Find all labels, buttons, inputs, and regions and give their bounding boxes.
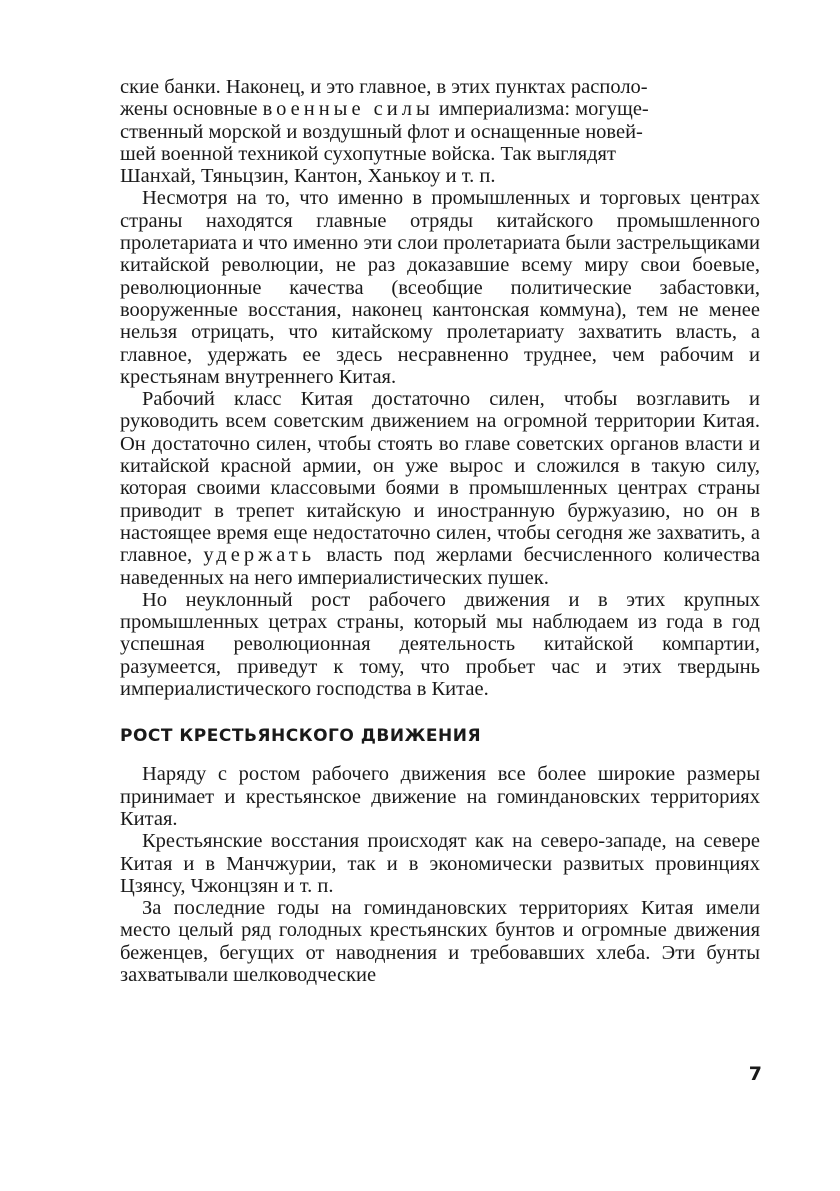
- emphasis-spaced-military-forces: военные силы: [262, 98, 434, 121]
- paragraph-1-line-2a: жены основные: [120, 98, 263, 121]
- paragraph-5: Наряду с ростом рабочего движения все более широкие размеры принимает и крестьянское движение на гоминдановских территориях Китая.: [120, 763, 760, 830]
- section-heading: РОСТ КРЕСТЬЯНСКОГО ДВИЖЕНИЯ: [120, 726, 482, 747]
- paragraph-1-line-3: ственный морской и воздушный флот и оснащенные новей-: [120, 120, 643, 143]
- page-body: [120, 76, 760, 986]
- paragraph-4: Но неуклонный рост рабочего движения и в этих крупных промышленных цетрах страны, который мы наблюдаем из года в год успешная революционная деятельность китайской компартии, разумеется, приведут к тому, что пробьет час и этих твердынь империалистического господства в Китае.: [120, 588, 760, 701]
- emphasis-spaced-hold: удержать: [203, 544, 316, 567]
- paragraph-1-line-1: ские банки. Наконец, и это главное, в этих пунктах располо-: [120, 76, 648, 98]
- paragraph-2: Несмотря на то, что именно в промышленных и торговых центрах страны находятся главные отряды китайского промышленного пролетариата и что именно эти слои пролетариата были застрельщиками китайской революции, не раз доказавшие всему миру свои боевые, революционные качества (всеобщие политические забастовки, вооруженные восстания, наконец кантонская коммуна), тем не менее нельзя отрицать, что китайскому пролетариату захватить власть, а главное, удержать ее здесь несравненно труднее, чем рабочим и крестьянам внутреннего Китая.: [120, 187, 760, 388]
- paragraph-3-after: власть под жерлами бесчисленного количества наведенных на него империалистических пушек.: [120, 544, 760, 589]
- paragraph-3-before: Рабочий класс Китая достаточно силен, чтобы возглавить и руководить всем советским движением на огромной территории Китая. Он достаточно силен, чтобы стоять во главе советских органов власти и китайской красной армии, он уже вырос и сложился в такую силу, которая своими классовыми боями в промышленных центрах страны приводит в трепет китайскую и иностранную буржуазию, но он в настоящее время еще недостаточно силен, чтобы сегодня же захватить, а главное,: [120, 388, 760, 567]
- paragraph-1-line-4: шей военной техникой сухопутные войска. Так выглядят: [120, 142, 616, 165]
- paragraph-3: [120, 388, 760, 589]
- paragraph-7: За последние годы на гоминдановских территориях Китая имели место целый ряд голодных крестьянских бунтов и огромные движения беженцев, бегущих от наводнения и требовавших хлеба. Эти бунты захватывали шелководческие: [120, 897, 760, 986]
- paragraph-6: Крестьянские восстания происходят как на северо-западе, на севере Китая и в Манчжурии, так и в экономически развитых провинциях Цзянсу, Чжонцзян и т. п.: [120, 830, 760, 897]
- paragraph-1: [120, 76, 760, 187]
- page-number: 7: [748, 1063, 762, 1085]
- paragraph-1-line-5: Шанхай, Тяньцзин, Кантон, Ханькоу и т. п.: [120, 165, 496, 188]
- paragraph-1-line-2b: империализма: могуще-: [433, 98, 649, 121]
